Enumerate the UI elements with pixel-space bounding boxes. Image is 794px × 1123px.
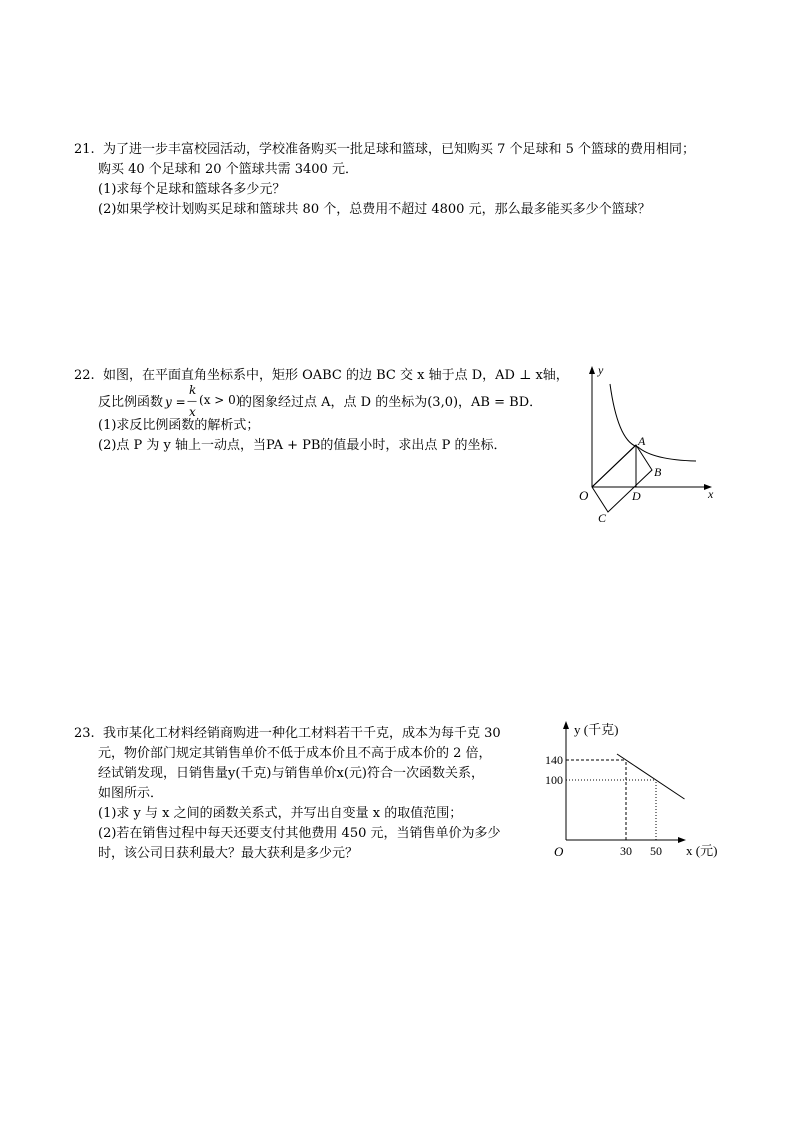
q23-line2: 元，物价部门规定其销售单价不低于成本价且不高于成本价的 2 倍， bbox=[98, 746, 492, 761]
q22-part1: (1)求反比例函数的解析式； bbox=[98, 418, 260, 433]
q22-line1: 22. 如图，在平面直角坐标系中，矩形 OABC 的边 BC 交 x 轴于点 D，AD ⊥ x轴， bbox=[74, 368, 569, 383]
chart-xtick-50: 50 bbox=[650, 844, 662, 858]
label-x: x bbox=[708, 487, 714, 501]
y-axis-arrow bbox=[589, 366, 595, 374]
chart-origin: O bbox=[554, 844, 564, 859]
chart-ylabel: y (千克) bbox=[574, 722, 619, 737]
q22-part2: (2)点 P 为 y 轴上一动点，当PA + PB的值最小时，求出点 P 的坐标． bbox=[98, 438, 507, 453]
chart-ytick-140: 140 bbox=[545, 753, 563, 767]
q21-part2: (2)如果学校计划购买足球和篮球共 80 个，总费用不超过 4800 元，那么最多能买多少个篮球？ bbox=[98, 202, 651, 217]
question-22 bbox=[74, 366, 574, 456]
q22-figure bbox=[578, 362, 728, 527]
hyperbola-curve bbox=[610, 384, 696, 461]
q21-line1: 21. 为了进一步丰富校园活动，学校准备购买一批足球和篮球，已知购买 7 个足球和 5 个篮球的费用相同； bbox=[74, 142, 696, 157]
q23-part2a: (2)若在销售过程中每天还要支付其他费用 450 元，当销售单价为多少 bbox=[98, 826, 501, 841]
label-d: D bbox=[632, 489, 641, 503]
label-c: C bbox=[598, 511, 607, 525]
q23-line4: 如图所示． bbox=[98, 786, 164, 801]
segment-oa bbox=[592, 445, 636, 487]
label-y: y bbox=[598, 363, 604, 377]
q23-chart bbox=[532, 718, 732, 860]
q21-line2: 购买 40 个足球和 20 个篮球共需 3400 元． bbox=[98, 162, 358, 177]
q23-part2b: 时，该公司日获利最大？最大获利是多少元？ bbox=[98, 846, 359, 861]
q23-part1: (1)求 y 与 x 之间的函数关系式，并写出自变量 x 的取值范围； bbox=[98, 806, 463, 821]
q22-number: 22. bbox=[74, 368, 95, 383]
chart-y-arrow bbox=[563, 721, 569, 729]
chart-x-arrow bbox=[678, 837, 686, 843]
chart-series-line bbox=[617, 754, 685, 799]
question-21 bbox=[74, 140, 734, 220]
q22-line2: 反比例函数 y = k — x (x > 0) 的图象经过点 A，点 D 的坐标为(3,0)，AB = BD． bbox=[98, 383, 543, 419]
chart-xlabel: x (元) bbox=[686, 843, 718, 858]
label-o: O bbox=[579, 488, 589, 503]
chart-xtick-30: 30 bbox=[620, 844, 632, 858]
function-formula: y = k — x (x > 0) bbox=[165, 383, 241, 419]
q23-line1: 23. 我市某化工材料经销商购进一种化工材料若干千克，成本为每千克 30 bbox=[74, 726, 501, 741]
chart-ytick-100: 100 bbox=[545, 773, 563, 787]
label-b: B bbox=[654, 465, 662, 479]
q23-line3: 经试销发现，日销售量y(千克)与销售单价x(元)符合一次函数关系， bbox=[98, 766, 484, 781]
q21-number: 21. bbox=[74, 142, 95, 157]
question-23 bbox=[74, 724, 544, 864]
q21-part1: (1)求每个足球和篮球各多少元？ bbox=[98, 182, 286, 197]
q23-number: 23. bbox=[74, 726, 95, 741]
label-a: A bbox=[638, 434, 646, 448]
